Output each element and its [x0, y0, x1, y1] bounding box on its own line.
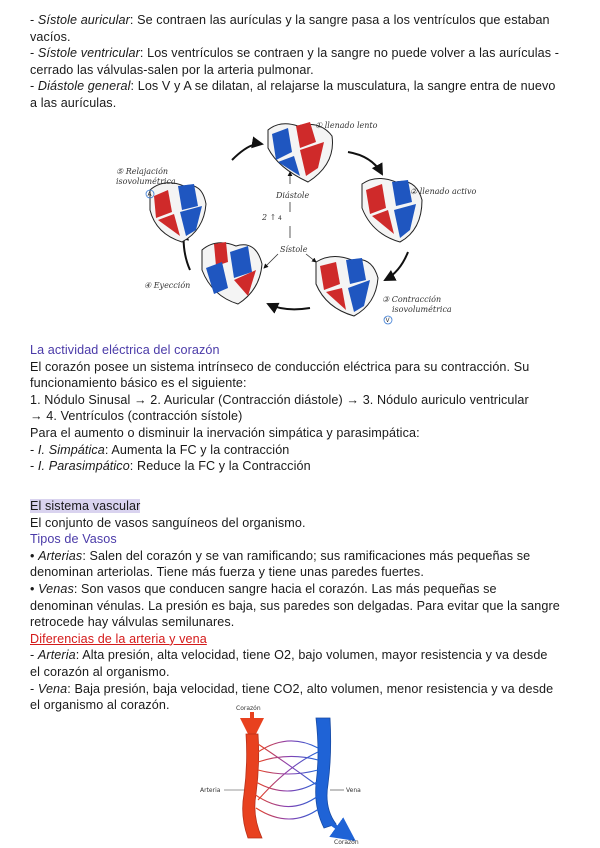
paragraph-line: retrocede hay válvulas semilunares. [30, 615, 235, 630]
phase-label: ③ Contracción [382, 295, 442, 304]
phases-section [30, 12, 578, 112]
term: Arteria [37, 648, 76, 663]
paragraph-line: → 4. Ventrículos (contracción sístole) [30, 409, 243, 424]
vena-line: - Vena: Baja presión, baja velocidad, tiene CO2, alto volumen, menor resistencia y va desde [30, 681, 554, 696]
term: Sístole auricular [37, 13, 130, 27]
text: : Baja presión, baja velocidad, tiene CO2, alto volumen, menor resistencia y va desde [67, 681, 554, 696]
paragraph-line: el corazón al organismo. [30, 664, 170, 679]
vascular-heading: El sistema vascular [30, 499, 141, 513]
sistole-auricular-line: - Sístole auricular: Se contraen las aurículas y la sangre pasa a los ventrículos que estaban [30, 13, 550, 27]
cycle-arrow [348, 152, 382, 174]
phase-label: ⑤ Relajación [116, 167, 169, 176]
sistole-label: Sístole [280, 245, 308, 254]
phase-label: ① llenado lento [315, 121, 378, 130]
bottom-label: Corazón [334, 839, 359, 844]
simpatica-line: - I. Simpática: Aumenta la FC y la contracción [30, 442, 290, 457]
actividad-section [30, 342, 578, 475]
phase-label: ④ Eyección [144, 281, 191, 290]
actividad-heading: La actividad eléctrica del corazón [30, 343, 220, 357]
paragraph-line: El conjunto de vasos sanguíneos del organismo. [30, 515, 306, 530]
artery-label: Arteria [200, 787, 221, 794]
sistole-ventricular-cont: cerrado las válvulas-salen por la arteria pulmonar. [30, 62, 314, 77]
parasimpatico-line: - I. Parasimpático: Reduce la FC y la Contracción [30, 459, 311, 474]
phase-badge: A [147, 191, 152, 198]
phase-label: ② llenado activo [410, 187, 477, 196]
heart-illustration [316, 256, 378, 316]
term: Sístole ventricular [37, 46, 140, 61]
arteria-line: - Arteria: Alta presión, alta velocidad, tiene O2, bajo volumen, mayor resistencia y va desde [30, 648, 548, 663]
vascular-section [30, 498, 578, 714]
term: I. Parasimpático [37, 459, 130, 474]
heart-illustration [202, 242, 262, 304]
center-label: 2 ↑ [262, 213, 277, 222]
text: : Los ventrículos se contraen y la sangre no puede volver a las aurículas - [139, 46, 560, 61]
term: Arterias [38, 548, 83, 563]
term: Venas [38, 581, 74, 596]
paragraph-line: denominan arteriolas. Tiene más fuerza y tiene unas paredes fuertes. [30, 565, 424, 580]
arterias-line: • Arterias: Salen del corazón y se van ramificando; sus ramificaciones más pequeñas se [30, 548, 531, 563]
artery-vein-diagram [196, 704, 386, 844]
vein-vessel [316, 718, 336, 828]
diastole-label: Diástole [276, 191, 310, 200]
paragraph-line: el organismo al corazón. [30, 698, 170, 713]
text: : Son vasos que conducen sangre hacia el corazón. Las más pequeñas se [73, 581, 497, 596]
text: : Los V y A se dilatan, al relajarse la musculatura, la sangre entra de nuevo [130, 79, 556, 94]
tipos-heading: Tipos de Vasos [30, 532, 117, 547]
sistole-auricular-cont: vacíos. [30, 29, 71, 44]
venas-line: • Venas: Son vasos que conducen sangre hacia el corazón. Las más pequeñas se [30, 581, 497, 596]
cardiac-cycle-diagram [110, 112, 490, 327]
paragraph-line: funcionamiento básico es el siguiente: [30, 376, 247, 391]
heart-illustration [147, 183, 206, 242]
text: : Se contraen las aurículas y la sangre pasa a los ventrículos que estaban [129, 13, 550, 27]
capillary-network [254, 741, 320, 819]
phase-label: isovolumétrica [116, 177, 176, 186]
cycle-arrow [268, 304, 310, 309]
cycle-arrow [232, 144, 262, 160]
text: : Alta presión, alta velocidad, tiene O2, bajo volumen, mayor resistencia y va desde [75, 648, 548, 663]
phase-badge: V [385, 317, 390, 324]
diastole-general-cont: a las aurículas. [30, 95, 117, 110]
text: : Salen del corazón y se van ramificando; sus ramificaciones más pequeñas se [82, 548, 531, 563]
top-label: Corazón [236, 705, 261, 712]
text: : Aumenta la FC y la contracción [104, 442, 290, 457]
paragraph-line: 1. Nódulo Sinusal → 2. Auricular (Contracción diástole) → 3. Nódulo auriculo ventricular [30, 392, 529, 407]
phase-label: isovolumétrica [392, 305, 452, 314]
paragraph-line: Para el aumento o disminuir la inervación simpática y parasimpática: [30, 425, 420, 440]
cycle-arrow [385, 252, 408, 280]
paragraph-line: El corazón posee un sistema intrínseco de conducción eléctrica para su contracción. Su [30, 359, 530, 374]
vein-label: Vena [346, 787, 361, 794]
center-label: 4 [278, 215, 282, 222]
sistole-ventricular-line: - Sístole ventricular: Los ventrículos se contraen y la sangre no puede volver a las aurículas - [30, 46, 560, 61]
text: : Reduce la FC y la Contracción [129, 459, 311, 474]
artery-vessel [243, 734, 262, 838]
paragraph-line: denominan vénulas. La presión es baja, sus paredes son delgadas. Para evitar que la sangre [30, 598, 560, 613]
term: Vena [37, 681, 68, 696]
diferencias-heading: Diferencias de la arteria y vena [30, 631, 207, 646]
term: I. Simpática [37, 442, 105, 457]
term: Diástole general [37, 79, 131, 94]
heart-illustration [268, 122, 333, 182]
diastole-general-line: - Diástole general: Los V y A se dilatan, al relajarse la musculatura, la sangre entra de nuevo [30, 79, 556, 94]
